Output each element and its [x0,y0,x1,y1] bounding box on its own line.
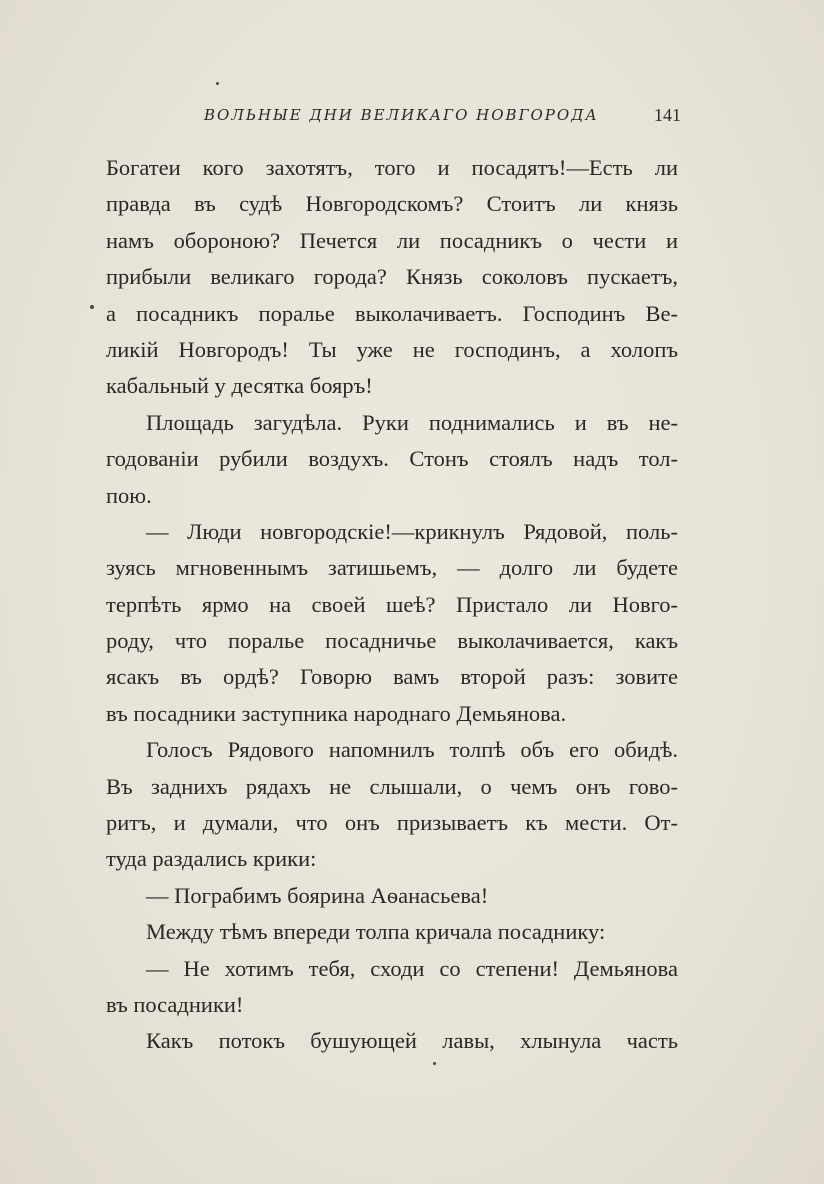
text-line: терпѣть ярмо на своей шеѣ? Пристало ли Новго- [106,591,678,617]
text-line: въ посадники! [106,991,244,1017]
ink-speck [90,305,94,309]
paragraph-start-line: Голосъ Рядового напомнилъ толпѣ объ его обидѣ. [146,737,678,763]
paragraph-start-line: Между тѣмъ впереди толпа кричала посаднику: [146,919,606,945]
paragraph-start-line: — Пограбимъ боярина Аѳанасьева! [146,882,489,908]
text-line: Въ заднихъ рядахъ не слышали, о чемъ онъ гово- [106,773,678,799]
text-line: намъ обороною? Печется ли посадникъ о чести и [106,227,678,253]
text-line: а посадникъ поралье выколачиваетъ. Господинъ Ве- [106,300,678,326]
running-title: ВОЛЬНЫЕ ДНИ ВЕЛИКАГО НОВГОРОДА [204,106,599,124]
text-line: Богатеи кого захотятъ, того и посадятъ!—Есть ли [106,155,678,180]
text-line: туда раздались крики: [106,846,317,872]
body-text [106,150,678,1060]
text-line: ликій Новгородъ! Ты уже не господинъ, а холопъ [106,336,678,362]
text-line: пою. [106,482,152,508]
running-header [100,106,685,136]
paragraph-start-line: Площадь загудѣла. Руки поднимались и въ не- [146,409,678,435]
page-number: 141 [654,105,681,125]
ink-speck [433,1062,436,1065]
paragraph-start-line: — Не хотимъ тебя, сходи со степени! Демьянова [146,955,678,981]
text-line: годованіи рубили воздухъ. Стонъ стоялъ надъ тол- [106,446,678,472]
text-line: ясакъ въ ордѣ? Говорю вамъ второй разъ: зовите [106,664,678,690]
ink-speck [216,82,219,85]
text-line: ритъ, и думали, что онъ призываетъ къ мести. От- [106,810,678,836]
paragraph-start-line: Какъ потокъ бушующей лавы, хлынула часть [146,1028,678,1054]
text-line: кабальный у десятка бояръ! [106,373,373,399]
text-line: роду, что поралье посадничье выколачивается, какъ [106,628,678,654]
text-line: правда въ судѣ Новгородскомъ? Стоитъ ли князь [106,191,678,217]
text-line: зуясь мгновеннымъ затишьемъ, — долго ли будете [106,555,678,581]
text-line: прибыли великаго города? Князь соколовъ пускаетъ, [106,264,678,290]
text-line: въ посадники заступника народнаго Демьянова. [106,700,567,726]
paragraph-start-line: — Люди новгородскіе!—крикнулъ Рядовой, поль- [146,518,678,544]
